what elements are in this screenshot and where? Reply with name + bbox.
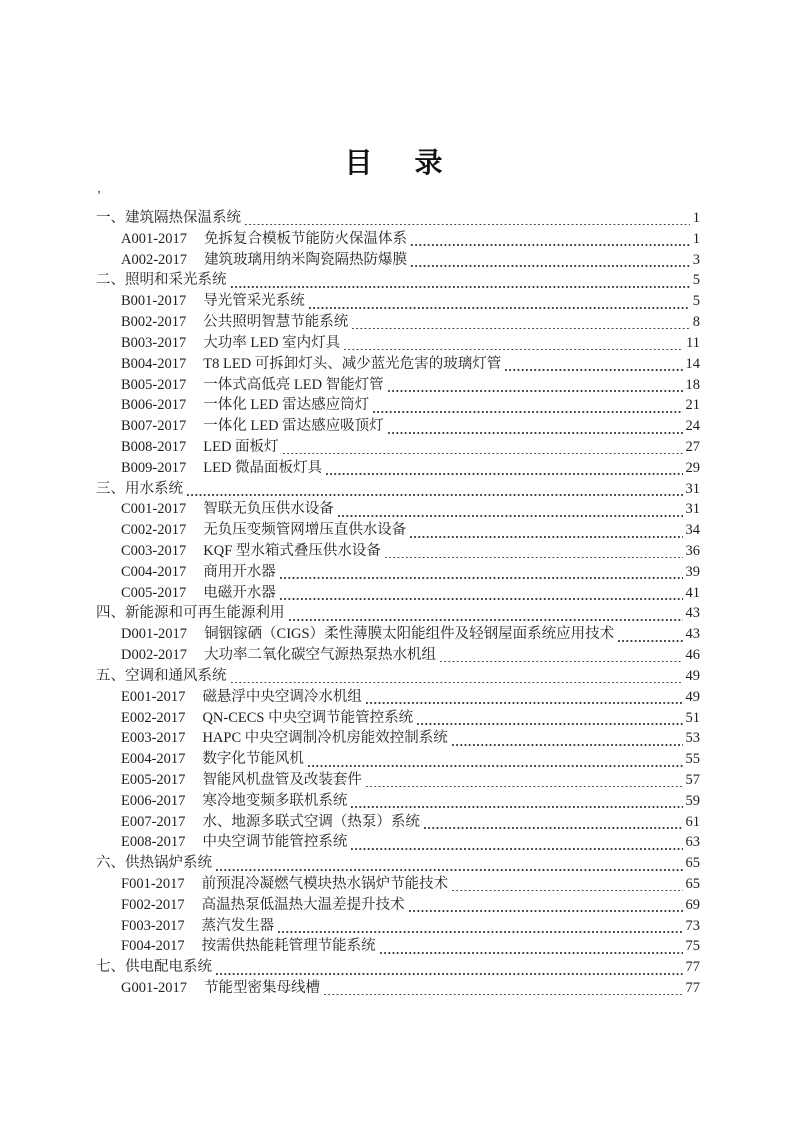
toc-item-title: 数字化节能风机 — [202, 751, 304, 768]
dot-leader — [283, 453, 683, 455]
toc-list — [96, 208, 700, 999]
toc-page-number: 29 — [685, 459, 700, 476]
toc-page-number: 53 — [685, 730, 700, 747]
toc-item-title: 按需供热能耗管理节能系统 — [201, 938, 376, 955]
toc-item-code: C002-2017 — [121, 522, 187, 539]
dot-leader — [452, 890, 682, 892]
toc-item-title: LED 面板灯 — [203, 438, 279, 455]
dot-leader — [452, 744, 683, 746]
dot-leader — [326, 473, 682, 475]
toc-item-title: 无负压变频管网增压直供水设备 — [203, 522, 407, 539]
toc-section-row — [96, 957, 700, 978]
toc-item-title: 节能型密集母线槽 — [204, 980, 321, 997]
toc-section-row — [96, 208, 700, 229]
dot-leader — [187, 494, 683, 496]
dot-leader — [245, 224, 690, 226]
dot-leader — [417, 723, 682, 725]
toc-item-code: D001-2017 — [121, 626, 188, 643]
toc-item-code: B005-2017 — [121, 376, 187, 393]
toc-item-title: 建筑玻璃用纳米陶瓷隔热防爆膜 — [204, 251, 408, 268]
toc-item-title: 大功率二氧化碳空气源热泵热水机组 — [204, 647, 437, 664]
toc-item-row — [96, 562, 700, 583]
dot-leader — [373, 411, 682, 413]
toc-item-title: 智联无负压供水设备 — [203, 501, 334, 518]
toc-page-number: 73 — [685, 917, 700, 934]
toc-page-number: 75 — [685, 938, 700, 955]
toc-item-row — [96, 583, 700, 604]
toc-item-code: D002-2017 — [121, 647, 188, 664]
toc-item-row — [96, 250, 700, 271]
toc-item-row — [96, 437, 700, 458]
toc-item-code: A001-2017 — [121, 230, 188, 247]
toc-page-number: 59 — [685, 792, 700, 809]
toc-item-code: E005-2017 — [121, 771, 186, 788]
toc-item-code: B001-2017 — [121, 293, 187, 310]
toc-item-row — [96, 916, 700, 937]
toc-item-row — [96, 812, 700, 833]
toc-section-row — [96, 270, 700, 291]
dot-leader — [308, 765, 683, 767]
toc-page-number: 5 — [692, 272, 700, 289]
dot-leader — [380, 952, 683, 954]
dot-leader — [411, 244, 690, 246]
toc-item-code: F001-2017 — [121, 876, 185, 892]
toc-item-row — [96, 541, 700, 562]
dot-leader — [216, 973, 683, 975]
dot-leader — [289, 619, 683, 621]
toc-page-number: 8 — [692, 314, 700, 331]
toc-item-row — [96, 375, 700, 396]
toc-page-number: 43 — [685, 626, 700, 643]
toc-item-row — [96, 978, 700, 999]
toc-page-number: 77 — [685, 980, 700, 997]
toc-item-code: B007-2017 — [121, 418, 187, 435]
toc-page-number: 49 — [685, 667, 700, 684]
toc-section-row — [96, 853, 700, 874]
toc-page-number: 3 — [692, 251, 700, 268]
dot-leader — [388, 390, 683, 392]
toc-page-number: 65 — [685, 855, 700, 872]
toc-page-number: 5 — [692, 293, 700, 310]
toc-item-title: 寒冷地变频多联机系统 — [202, 792, 348, 809]
toc-page-number: 31 — [685, 480, 700, 497]
dot-leader — [366, 702, 683, 704]
toc-item-row — [96, 458, 700, 479]
toc-section-label: 一、建筑隔热保温系统 — [96, 210, 241, 226]
toc-item-title: 导光管采光系统 — [203, 293, 305, 310]
toc-item-row — [96, 624, 700, 645]
dot-leader — [280, 598, 683, 600]
toc-item-row — [96, 312, 700, 333]
toc-page-number: 31 — [685, 501, 700, 518]
toc-item-title: 蒸汽发生器 — [201, 917, 275, 934]
toc-item-title: 公共照明智慧节能系统 — [203, 314, 349, 331]
toc-page-number: 61 — [685, 813, 700, 830]
toc-item-code: E008-2017 — [121, 834, 186, 851]
toc-item-code: C003-2017 — [121, 543, 187, 559]
toc-item-code: G001-2017 — [121, 980, 188, 997]
toc-item-title: HAPC 中央空调制冷机房能效控制系统 — [202, 730, 448, 747]
toc-section-label: 六、供热锅炉系统 — [96, 855, 212, 872]
toc-item-row — [96, 520, 700, 541]
dot-leader — [231, 286, 690, 288]
toc-item-code: B006-2017 — [121, 397, 187, 414]
toc-item-code: E007-2017 — [121, 813, 186, 830]
dot-leader — [505, 369, 682, 371]
dot-leader — [440, 661, 682, 663]
dot-leader — [424, 827, 683, 829]
toc-item-code: F002-2017 — [121, 896, 185, 913]
toc-page-number: 77 — [685, 959, 700, 976]
toc-page-number: 57 — [685, 771, 700, 788]
dot-leader — [388, 432, 683, 434]
dot-leader — [351, 806, 682, 808]
toc-item-title: 大功率 LED 室内灯具 — [203, 334, 341, 351]
dot-leader — [618, 640, 682, 642]
toc-page-number: 21 — [685, 397, 700, 414]
toc-item-code: B002-2017 — [121, 314, 187, 331]
toc-item-title: 一体化 LED 雷达感应筒灯 — [203, 397, 370, 414]
toc-item-code: E002-2017 — [121, 709, 186, 726]
toc-item-row — [96, 354, 700, 375]
toc-item-row — [96, 749, 700, 770]
toc-item-code: B008-2017 — [121, 438, 187, 455]
toc-section-label: 五、空调和通风系统 — [96, 667, 227, 684]
toc-page-number: 14 — [685, 355, 700, 372]
toc-page-number: 39 — [685, 563, 700, 580]
dot-leader — [309, 307, 690, 309]
dot-leader — [344, 349, 683, 351]
toc-page-number: 63 — [685, 834, 700, 851]
toc-item-title: 电磁开水器 — [203, 584, 276, 601]
toc-item-title: 商用开水器 — [203, 563, 276, 580]
toc-item-title: 铜铟镓硒（CIGS）柔性薄膜太阳能组件及轻钢屋面系统应用技术 — [204, 626, 615, 643]
toc-page-number: 43 — [685, 605, 700, 622]
toc-item-row — [96, 936, 700, 957]
toc-item-row — [96, 291, 700, 312]
toc-item-code: F003-2017 — [121, 917, 185, 934]
dot-leader — [324, 994, 682, 996]
toc-item-row — [96, 687, 700, 708]
dot-leader — [410, 536, 682, 538]
stray-mark: ʼ — [97, 188, 101, 202]
toc-page-number: 69 — [685, 896, 700, 913]
toc-item-title: 前预混冷凝燃气模块热水锅炉节能技术 — [201, 876, 449, 892]
toc-item-title: QN-CECS 中央空调节能管控系统 — [202, 709, 414, 726]
toc-item-row — [96, 395, 700, 416]
toc-item-code: C005-2017 — [121, 584, 187, 601]
toc-page-number: 11 — [686, 334, 700, 351]
toc-section-label: 三、用水系统 — [96, 480, 183, 497]
dot-leader — [409, 910, 683, 912]
toc-item-row — [96, 499, 700, 520]
toc-item-code: E006-2017 — [121, 792, 186, 809]
toc-item-row — [96, 728, 700, 749]
toc-item-code: C004-2017 — [121, 563, 187, 580]
toc-item-row — [96, 645, 700, 666]
toc-section-label: 四、新能源和可再生能源利用 — [96, 605, 285, 622]
toc-item-row — [96, 895, 700, 916]
toc-item-title: 一体化 LED 雷达感应吸顶灯 — [203, 418, 384, 435]
toc-item-code: B003-2017 — [121, 334, 187, 351]
toc-page-number: 51 — [685, 709, 700, 726]
toc-page-number: 65 — [685, 876, 700, 892]
toc-item-row — [96, 708, 700, 729]
toc-page-number: 46 — [685, 647, 700, 664]
dot-leader — [280, 577, 683, 579]
toc-page-number: 1 — [692, 210, 700, 226]
toc-item-title: T8 LED 可拆卸灯头、减少蓝光危害的玻璃灯管 — [203, 355, 502, 372]
toc-page-number: 18 — [685, 376, 700, 393]
toc-item-title: 磁悬浮中央空调冷水机组 — [202, 688, 362, 705]
toc-item-code: A002-2017 — [121, 251, 188, 268]
toc-page-number: 41 — [685, 584, 700, 601]
toc-item-code: E001-2017 — [121, 688, 186, 705]
toc-item-code: B009-2017 — [121, 459, 187, 476]
dot-leader — [351, 848, 682, 850]
toc-item-code: E004-2017 — [121, 751, 186, 768]
toc-item-title: 高温热泵低温热大温差提升技术 — [201, 896, 405, 913]
toc-section-label: 二、照明和采光系统 — [96, 272, 227, 289]
toc-item-code: C001-2017 — [121, 501, 187, 518]
toc-item-title: KQF 型水箱式叠压供水设备 — [203, 543, 381, 559]
toc-item-row — [96, 333, 700, 354]
toc-item-row — [96, 770, 700, 791]
toc-section-row — [96, 603, 700, 624]
toc-item-code: B004-2017 — [121, 355, 187, 372]
toc-item-title: 智能风机盘管及改装套件 — [202, 771, 362, 788]
toc-page-number: 24 — [685, 418, 700, 435]
toc-item-title: 中央空调节能管控系统 — [202, 834, 348, 851]
toc-page-number: 36 — [685, 543, 700, 559]
toc-item-title: 一体式高低亮 LED 智能灯管 — [203, 376, 384, 393]
dot-leader — [338, 515, 683, 517]
dot-leader — [352, 328, 690, 330]
toc-item-code: F004-2017 — [121, 938, 185, 955]
toc-item-row — [96, 416, 700, 437]
toc-item-row — [96, 229, 700, 250]
toc-item-code: E003-2017 — [121, 730, 186, 747]
dot-leader — [411, 265, 690, 267]
toc-page-number: 34 — [685, 522, 700, 539]
page-title: 目 录 — [344, 148, 450, 179]
dot-leader — [231, 682, 683, 684]
dot-leader — [366, 786, 683, 788]
toc-section-row — [96, 666, 700, 687]
dot-leader — [278, 931, 682, 933]
dot-leader — [216, 869, 683, 871]
toc-page-number: 55 — [685, 751, 700, 768]
dot-leader — [385, 557, 683, 559]
toc-item-row — [96, 874, 700, 895]
toc-section-label: 七、供电配电系统 — [96, 959, 212, 976]
toc-item-title: LED 微晶面板灯具 — [203, 459, 323, 476]
toc-item-title: 免拆复合模板节能防火保温体系 — [204, 230, 408, 247]
toc-item-row — [96, 791, 700, 812]
toc-page-number: 27 — [685, 438, 700, 455]
toc-page-number: 1 — [692, 230, 700, 247]
toc-page-number: 49 — [685, 688, 700, 705]
toc-item-row — [96, 832, 700, 853]
toc-section-row — [96, 479, 700, 500]
toc-item-title: 水、地源多联式空调（热泵）系统 — [202, 813, 420, 830]
